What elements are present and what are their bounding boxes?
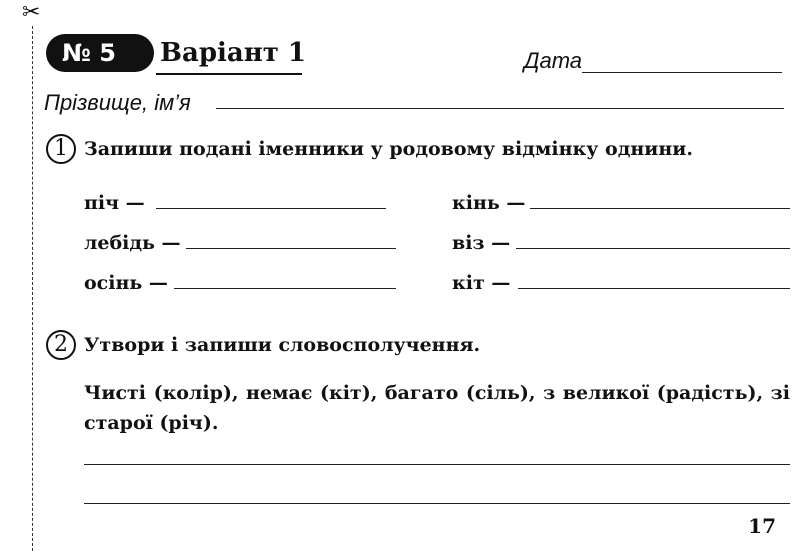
answer-line[interactable] [516, 248, 790, 249]
right-word-2: віз — [452, 232, 511, 254]
name-field[interactable] [216, 108, 784, 109]
variant-title: Варіант 1 [160, 38, 307, 68]
task2-text: Чисті (колір), немає (кіт), багато (сіль), з великої (радість), зі старої (річ). [84, 382, 790, 434]
date-field[interactable] [582, 72, 782, 73]
task1-instruction: Запиши подані іменники у родовому відмінку однини. [84, 138, 693, 160]
name-label: Прізвище, ім’я [44, 90, 191, 115]
answer-line[interactable] [174, 288, 396, 289]
task2-number-circle: 2 [46, 330, 76, 360]
answer-line[interactable] [186, 248, 396, 249]
task1-number-circle: 1 [46, 134, 76, 164]
right-word-1: кінь — [452, 192, 526, 214]
right-word-3: кіт — [452, 272, 511, 294]
answer-line[interactable] [518, 288, 790, 289]
scissors-icon: ✂ [22, 0, 41, 25]
answer-line[interactable] [84, 464, 790, 465]
worksheet-number-badge: № 5 [46, 34, 154, 72]
cut-line [32, 26, 33, 551]
answer-line[interactable] [156, 208, 386, 209]
date-label: Дата [524, 48, 583, 73]
variant-underline [156, 73, 302, 75]
left-word-3: осінь — [84, 272, 168, 294]
left-word-2: лебідь — [84, 232, 181, 254]
page-number: 17 [748, 514, 776, 538]
task2-instruction: Утвори і запиши словосполучення. [84, 334, 481, 356]
left-word-1: піч — [84, 192, 145, 214]
answer-line[interactable] [530, 208, 790, 209]
answer-line[interactable] [84, 503, 790, 504]
